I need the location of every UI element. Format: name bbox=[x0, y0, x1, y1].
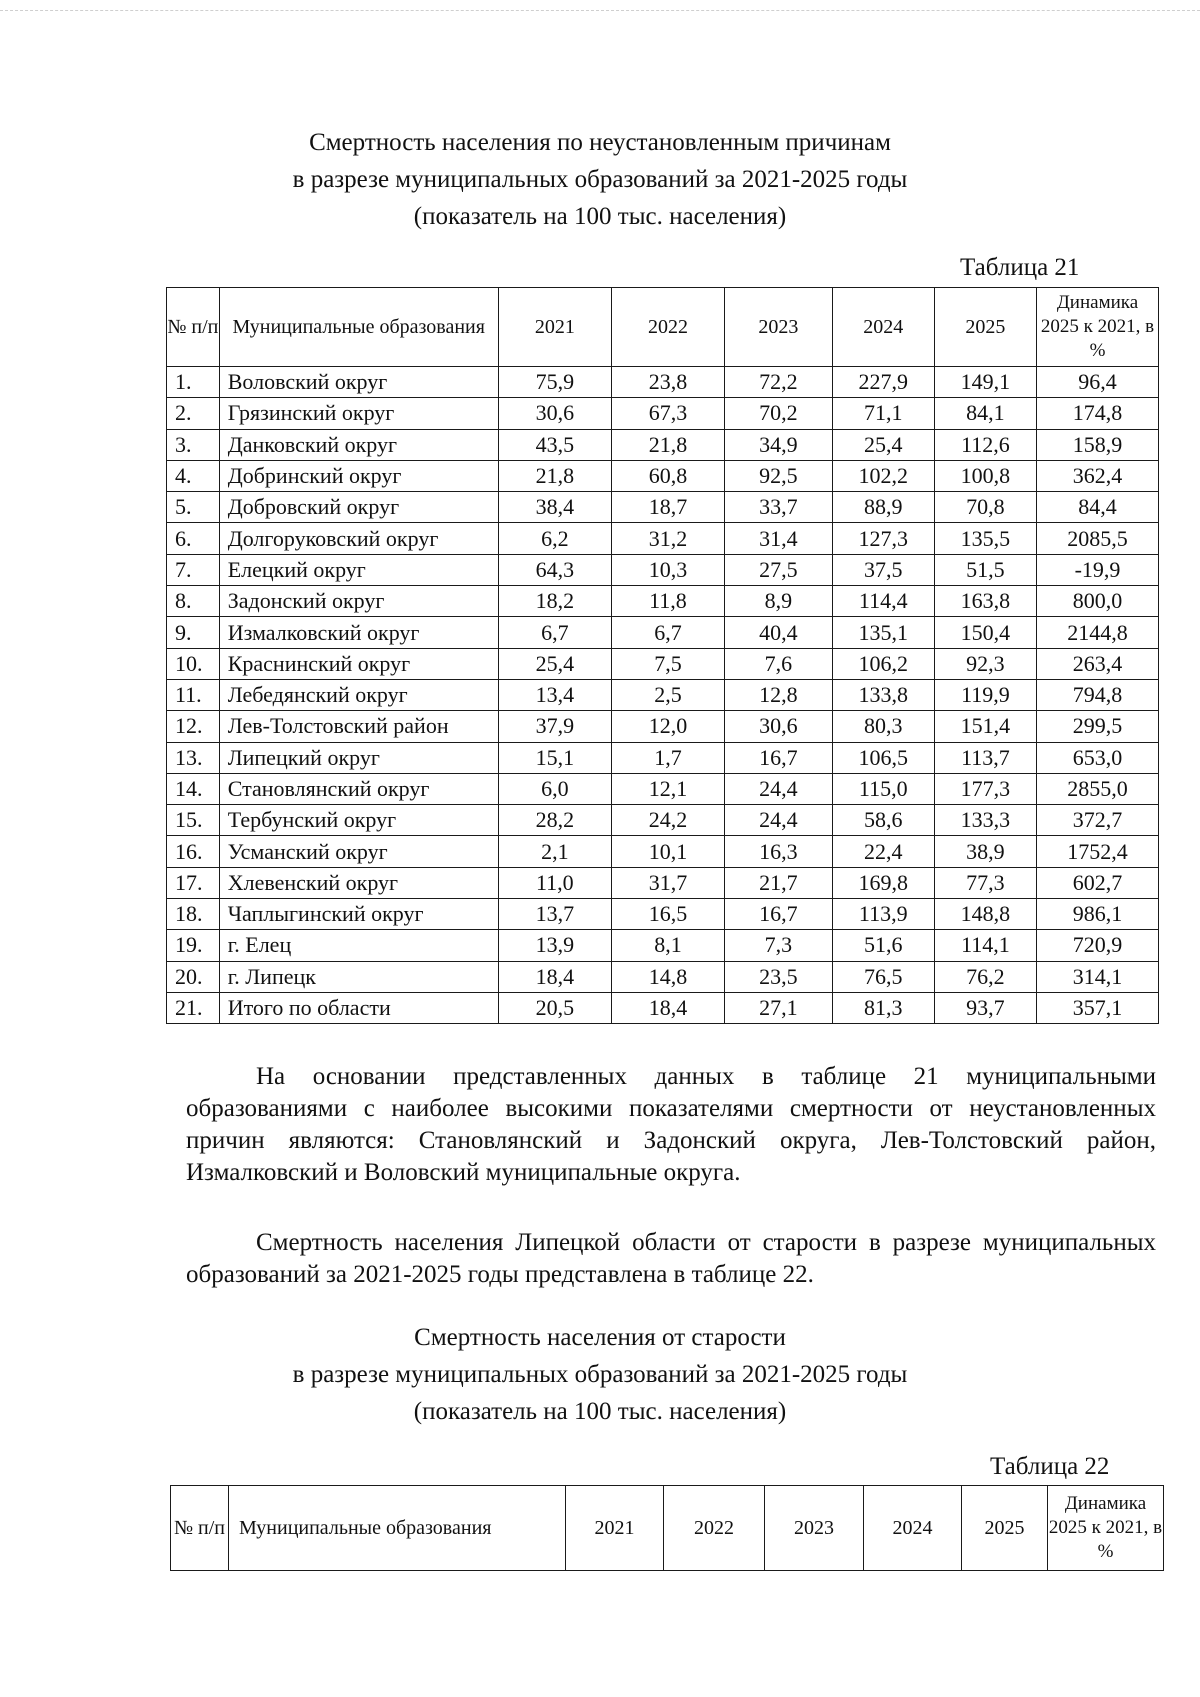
cell-municipality: Итого по области bbox=[219, 992, 498, 1023]
col-header-municipality: Муниципальные образования bbox=[229, 1486, 566, 1571]
cell-2022: 10,1 bbox=[611, 836, 724, 867]
table-21-body bbox=[167, 367, 1159, 1024]
cell-2022: 31,7 bbox=[611, 867, 724, 898]
cell-dynamics: 84,4 bbox=[1037, 492, 1159, 523]
cell-2023: 92,5 bbox=[725, 460, 833, 491]
cell-num: 20. bbox=[167, 961, 220, 992]
cell-dynamics: 1752,4 bbox=[1037, 836, 1159, 867]
cell-num: 6. bbox=[167, 523, 220, 554]
cell-2024: 88,9 bbox=[832, 492, 934, 523]
table-row bbox=[167, 805, 1159, 836]
cell-2025: 38,9 bbox=[934, 836, 1036, 867]
cell-2021: 21,8 bbox=[498, 460, 611, 491]
cell-num: 10. bbox=[167, 648, 220, 679]
col-header-2021: 2021 bbox=[498, 288, 611, 367]
cell-2025: 151,4 bbox=[934, 711, 1036, 742]
table-row bbox=[167, 679, 1159, 710]
table-22-header-row bbox=[171, 1486, 1164, 1571]
cell-2025: 135,5 bbox=[934, 523, 1036, 554]
cell-2022: 24,2 bbox=[611, 805, 724, 836]
cell-num: 11. bbox=[167, 679, 220, 710]
cell-2022: 6,7 bbox=[611, 617, 724, 648]
cell-2025: 177,3 bbox=[934, 773, 1036, 804]
cell-2021: 15,1 bbox=[498, 742, 611, 773]
cell-2021: 13,4 bbox=[498, 679, 611, 710]
col-header-2025: 2025 bbox=[934, 288, 1036, 367]
col-header-municipality: Муниципальные образования bbox=[219, 288, 498, 367]
table-row bbox=[167, 930, 1159, 961]
col-header-2021: 2021 bbox=[566, 1486, 664, 1571]
table-22-heading-line: в разрезе муниципальных образований за 2021-2025 годы bbox=[292, 1361, 908, 1388]
paragraph-text: Смертность населения Липецкой области от старости в разрезе муниципальных образований за 2021-2025 годы представлена в таблице 22. bbox=[186, 1229, 1156, 1288]
table-row bbox=[167, 867, 1159, 898]
table-22-heading-line: Смертность населения от старости bbox=[414, 1324, 786, 1351]
table-row bbox=[167, 554, 1159, 585]
cell-2025: 112,6 bbox=[934, 429, 1036, 460]
cell-2023: 16,3 bbox=[725, 836, 833, 867]
table-row bbox=[167, 398, 1159, 429]
cell-2021: 64,3 bbox=[498, 554, 611, 585]
table-21-heading-line: Смертность населения по неустановленным причинам bbox=[309, 129, 891, 156]
cell-2021: 75,9 bbox=[498, 367, 611, 398]
cell-municipality: Измалковский округ bbox=[219, 617, 498, 648]
table-row bbox=[167, 836, 1159, 867]
cell-dynamics: 299,5 bbox=[1037, 711, 1159, 742]
cell-2021: 6,7 bbox=[498, 617, 611, 648]
cell-2022: 18,7 bbox=[611, 492, 724, 523]
cell-2024: 71,1 bbox=[832, 398, 934, 429]
cell-2023: 24,4 bbox=[725, 805, 833, 836]
cell-dynamics: 602,7 bbox=[1037, 867, 1159, 898]
cell-municipality: Липецкий округ bbox=[219, 742, 498, 773]
cell-municipality: Усманский округ bbox=[219, 836, 498, 867]
cell-dynamics: 720,9 bbox=[1037, 930, 1159, 961]
cell-2024: 22,4 bbox=[832, 836, 934, 867]
cell-2021: 28,2 bbox=[498, 805, 611, 836]
cell-2025: 51,5 bbox=[934, 554, 1036, 585]
cell-2024: 115,0 bbox=[832, 773, 934, 804]
table-row bbox=[167, 492, 1159, 523]
cell-2025: 133,3 bbox=[934, 805, 1036, 836]
table-21-heading-line: (показатель на 100 тыс. населения) bbox=[413, 203, 787, 230]
cell-2021: 6,0 bbox=[498, 773, 611, 804]
cell-num: 13. bbox=[167, 742, 220, 773]
cell-2024: 169,8 bbox=[832, 867, 934, 898]
cell-2024: 106,2 bbox=[832, 648, 934, 679]
cell-2025: 93,7 bbox=[934, 992, 1036, 1023]
cell-2022: 23,8 bbox=[611, 367, 724, 398]
table-row bbox=[167, 773, 1159, 804]
cell-2022: 16,5 bbox=[611, 899, 724, 930]
table-21-header-row bbox=[167, 288, 1159, 367]
cell-2022: 8,1 bbox=[611, 930, 724, 961]
cell-2025: 148,8 bbox=[934, 899, 1036, 930]
cell-num: 14. bbox=[167, 773, 220, 804]
table-21-heading-line: в разрезе муниципальных образований за 2021-2025 годы bbox=[292, 166, 908, 193]
cell-2023: 7,6 bbox=[725, 648, 833, 679]
cell-municipality: Лебедянский округ bbox=[219, 679, 498, 710]
cell-2021: 2,1 bbox=[498, 836, 611, 867]
cell-dynamics: 794,8 bbox=[1037, 679, 1159, 710]
cell-2025: 113,7 bbox=[934, 742, 1036, 773]
cell-num: 3. bbox=[167, 429, 220, 460]
col-header-dynamics: Динамика 2025 к 2021, в % bbox=[1037, 288, 1159, 367]
col-header-2024: 2024 bbox=[832, 288, 934, 367]
cell-2023: 40,4 bbox=[725, 617, 833, 648]
cell-municipality: Добринский округ bbox=[219, 460, 498, 491]
cell-dynamics: 372,7 bbox=[1037, 805, 1159, 836]
cell-dynamics: 653,0 bbox=[1037, 742, 1159, 773]
cell-2023: 27,1 bbox=[725, 992, 833, 1023]
cell-2024: 113,9 bbox=[832, 899, 934, 930]
cell-2022: 11,8 bbox=[611, 586, 724, 617]
cell-dynamics: 2085,5 bbox=[1037, 523, 1159, 554]
table-21 bbox=[166, 287, 1159, 1024]
cell-2021: 37,9 bbox=[498, 711, 611, 742]
scan-edge-line bbox=[0, 10, 1200, 11]
cell-2025: 149,1 bbox=[934, 367, 1036, 398]
table-row bbox=[167, 711, 1159, 742]
cell-2023: 34,9 bbox=[725, 429, 833, 460]
cell-2025: 100,8 bbox=[934, 460, 1036, 491]
table-row bbox=[167, 648, 1159, 679]
cell-num: 17. bbox=[167, 867, 220, 898]
table-22 bbox=[170, 1485, 1164, 1571]
cell-2023: 16,7 bbox=[725, 899, 833, 930]
cell-2022: 60,8 bbox=[611, 460, 724, 491]
cell-2024: 106,5 bbox=[832, 742, 934, 773]
cell-num: 1. bbox=[167, 367, 220, 398]
cell-num: 9. bbox=[167, 617, 220, 648]
cell-2024: 58,6 bbox=[832, 805, 934, 836]
cell-2021: 43,5 bbox=[498, 429, 611, 460]
cell-2024: 133,8 bbox=[832, 679, 934, 710]
cell-2025: 92,3 bbox=[934, 648, 1036, 679]
cell-municipality: Добровский округ bbox=[219, 492, 498, 523]
table-21-label: Таблица 21 bbox=[960, 254, 1080, 281]
cell-num: 15. bbox=[167, 805, 220, 836]
cell-2023: 21,7 bbox=[725, 867, 833, 898]
cell-municipality: Хлевенский округ bbox=[219, 867, 498, 898]
cell-2022: 10,3 bbox=[611, 554, 724, 585]
cell-2024: 127,3 bbox=[832, 523, 934, 554]
cell-2021: 13,9 bbox=[498, 930, 611, 961]
cell-2025: 150,4 bbox=[934, 617, 1036, 648]
table-row bbox=[167, 992, 1159, 1023]
paragraph-text: На основании представленных данных в таблице 21 муниципальными образованиями с наиболее высокими показателями смертности от неустановленных причин являются: Становлянский и Задонский округа, Лев-Толстовский район, Измалковский и Воловский муниципальные округа. bbox=[186, 1063, 1156, 1186]
cell-2022: 2,5 bbox=[611, 679, 724, 710]
cell-2022: 14,8 bbox=[611, 961, 724, 992]
cell-num: 7. bbox=[167, 554, 220, 585]
cell-2023: 27,5 bbox=[725, 554, 833, 585]
cell-municipality: г. Елец bbox=[219, 930, 498, 961]
cell-municipality: Грязинский округ bbox=[219, 398, 498, 429]
col-header-num: № п/п bbox=[171, 1486, 229, 1571]
col-header-num: № п/п bbox=[167, 288, 220, 367]
paragraph-analysis bbox=[186, 1061, 1156, 1189]
cell-2022: 18,4 bbox=[611, 992, 724, 1023]
cell-2022: 7,5 bbox=[611, 648, 724, 679]
cell-dynamics: 2144,8 bbox=[1037, 617, 1159, 648]
cell-municipality: Краснинский округ bbox=[219, 648, 498, 679]
col-header-2022: 2022 bbox=[664, 1486, 765, 1571]
cell-municipality: Задонский округ bbox=[219, 586, 498, 617]
cell-municipality: Тербунский округ bbox=[219, 805, 498, 836]
table-row bbox=[167, 523, 1159, 554]
cell-2022: 12,0 bbox=[611, 711, 724, 742]
cell-dynamics: 96,4 bbox=[1037, 367, 1159, 398]
cell-2023: 31,4 bbox=[725, 523, 833, 554]
cell-num: 8. bbox=[167, 586, 220, 617]
cell-dynamics: 314,1 bbox=[1037, 961, 1159, 992]
cell-dynamics: 800,0 bbox=[1037, 586, 1159, 617]
cell-2025: 77,3 bbox=[934, 867, 1036, 898]
cell-2024: 227,9 bbox=[832, 367, 934, 398]
cell-2023: 8,9 bbox=[725, 586, 833, 617]
table-row bbox=[167, 961, 1159, 992]
table-row bbox=[167, 586, 1159, 617]
col-header-2022: 2022 bbox=[611, 288, 724, 367]
col-header-2024: 2024 bbox=[864, 1486, 962, 1571]
table-row bbox=[167, 899, 1159, 930]
cell-2024: 114,4 bbox=[832, 586, 934, 617]
cell-dynamics: 263,4 bbox=[1037, 648, 1159, 679]
col-header-2023: 2023 bbox=[725, 288, 833, 367]
table-row bbox=[167, 742, 1159, 773]
cell-dynamics: 158,9 bbox=[1037, 429, 1159, 460]
cell-2023: 30,6 bbox=[725, 711, 833, 742]
cell-municipality: Елецкий округ bbox=[219, 554, 498, 585]
cell-2021: 11,0 bbox=[498, 867, 611, 898]
cell-2022: 31,2 bbox=[611, 523, 724, 554]
col-header-2023: 2023 bbox=[765, 1486, 864, 1571]
cell-dynamics: 362,4 bbox=[1037, 460, 1159, 491]
cell-2025: 163,8 bbox=[934, 586, 1036, 617]
cell-2025: 114,1 bbox=[934, 930, 1036, 961]
cell-2025: 70,8 bbox=[934, 492, 1036, 523]
cell-2023: 16,7 bbox=[725, 742, 833, 773]
cell-2021: 18,2 bbox=[498, 586, 611, 617]
paragraph-intro-table-22 bbox=[186, 1227, 1156, 1291]
table-22-heading bbox=[0, 1319, 1200, 1430]
cell-municipality: Чаплыгинский округ bbox=[219, 899, 498, 930]
cell-num: 5. bbox=[167, 492, 220, 523]
cell-2022: 67,3 bbox=[611, 398, 724, 429]
cell-municipality: Становлянский округ bbox=[219, 773, 498, 804]
cell-2022: 21,8 bbox=[611, 429, 724, 460]
cell-2021: 13,7 bbox=[498, 899, 611, 930]
cell-municipality: Воловский округ bbox=[219, 367, 498, 398]
cell-2024: 80,3 bbox=[832, 711, 934, 742]
cell-dynamics: 986,1 bbox=[1037, 899, 1159, 930]
cell-municipality: Долгоруковский округ bbox=[219, 523, 498, 554]
cell-municipality: г. Липецк bbox=[219, 961, 498, 992]
cell-2023: 33,7 bbox=[725, 492, 833, 523]
cell-num: 18. bbox=[167, 899, 220, 930]
table-22-label: Таблица 22 bbox=[990, 1453, 1110, 1480]
cell-2022: 1,7 bbox=[611, 742, 724, 773]
table-row bbox=[167, 617, 1159, 648]
table-22-heading-line: (показатель на 100 тыс. населения) bbox=[413, 1398, 787, 1425]
cell-2021: 6,2 bbox=[498, 523, 611, 554]
cell-num: 4. bbox=[167, 460, 220, 491]
cell-2024: 102,2 bbox=[832, 460, 934, 491]
cell-2022: 12,1 bbox=[611, 773, 724, 804]
cell-2025: 76,2 bbox=[934, 961, 1036, 992]
cell-2023: 70,2 bbox=[725, 398, 833, 429]
cell-2023: 7,3 bbox=[725, 930, 833, 961]
cell-dynamics: 174,8 bbox=[1037, 398, 1159, 429]
cell-2021: 25,4 bbox=[498, 648, 611, 679]
cell-num: 16. bbox=[167, 836, 220, 867]
table-21-heading bbox=[0, 124, 1200, 235]
cell-num: 12. bbox=[167, 711, 220, 742]
cell-municipality: Данковский округ bbox=[219, 429, 498, 460]
cell-2025: 84,1 bbox=[934, 398, 1036, 429]
cell-municipality: Лев-Толстовский район bbox=[219, 711, 498, 742]
cell-2025: 119,9 bbox=[934, 679, 1036, 710]
col-header-dynamics: Динамика 2025 к 2021, в % bbox=[1048, 1486, 1164, 1571]
cell-num: 19. bbox=[167, 930, 220, 961]
cell-dynamics: -19,9 bbox=[1037, 554, 1159, 585]
cell-dynamics: 2855,0 bbox=[1037, 773, 1159, 804]
cell-2023: 23,5 bbox=[725, 961, 833, 992]
cell-2024: 76,5 bbox=[832, 961, 934, 992]
table-row bbox=[167, 367, 1159, 398]
cell-2021: 38,4 bbox=[498, 492, 611, 523]
cell-2024: 51,6 bbox=[832, 930, 934, 961]
cell-2023: 12,8 bbox=[725, 679, 833, 710]
col-header-2025: 2025 bbox=[962, 1486, 1048, 1571]
cell-2023: 72,2 bbox=[725, 367, 833, 398]
cell-2024: 37,5 bbox=[832, 554, 934, 585]
cell-2021: 18,4 bbox=[498, 961, 611, 992]
table-row bbox=[167, 460, 1159, 491]
cell-2024: 135,1 bbox=[832, 617, 934, 648]
cell-dynamics: 357,1 bbox=[1037, 992, 1159, 1023]
cell-2021: 20,5 bbox=[498, 992, 611, 1023]
cell-num: 2. bbox=[167, 398, 220, 429]
cell-2021: 30,6 bbox=[498, 398, 611, 429]
table-row bbox=[167, 429, 1159, 460]
cell-2024: 81,3 bbox=[832, 992, 934, 1023]
cell-num: 21. bbox=[167, 992, 220, 1023]
cell-2024: 25,4 bbox=[832, 429, 934, 460]
cell-2023: 24,4 bbox=[725, 773, 833, 804]
